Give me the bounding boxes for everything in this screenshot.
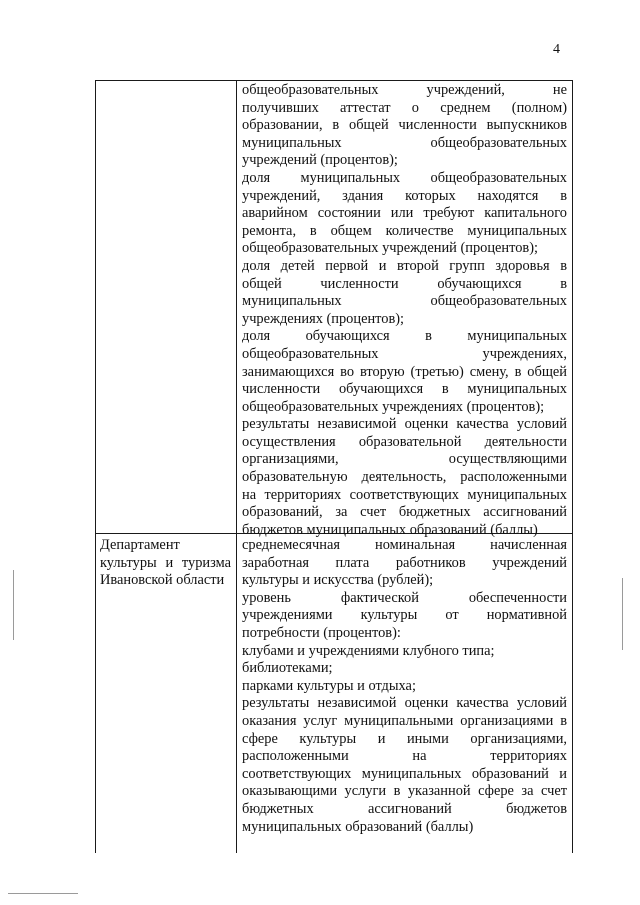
indicator-line: ремонта, в общем количестве муниципальных bbox=[242, 222, 567, 239]
indicator-line: осуществления образовательной деятельности bbox=[242, 433, 567, 450]
indicator-line: муниципальных образований (баллы) bbox=[242, 818, 474, 835]
indicator-line: учреждениях (процентов); bbox=[242, 310, 405, 327]
indicator-line: учреждений, здания которых находятся в bbox=[242, 187, 567, 204]
indicator-line: уровень фактической обеспеченности bbox=[242, 589, 567, 606]
scan-edge-mark bbox=[13, 570, 14, 640]
scan-edge-mark bbox=[8, 893, 78, 894]
indicator-line: доля детей первой и второй групп здоровья в bbox=[242, 257, 567, 274]
indicator-line: общеобразовательных учреждениях, bbox=[242, 345, 567, 362]
indicator-line: оказывающими услуги в указанной сфере за счет bbox=[242, 783, 567, 800]
indicator-line: потребности (процентов): bbox=[242, 624, 401, 641]
department-line: культуры и туризма bbox=[100, 554, 231, 571]
indicator-line: расположенными на территориях bbox=[242, 748, 567, 765]
indicator-line: общеобразовательных учреждений (процентов); bbox=[242, 240, 539, 257]
indicator-line: аварийном состоянии или требуют капитального bbox=[242, 205, 567, 222]
indicator-line: оказания услуг муниципальными организациями в bbox=[242, 712, 567, 729]
indicator-line: общеобразовательных учреждений, не bbox=[242, 82, 567, 98]
indicator-line: занимающихся во вторую (третью) смену, в общей bbox=[242, 363, 567, 380]
indicator-line: доля обучающихся в муниципальных bbox=[242, 328, 567, 345]
indicator-line: бюджетов муниципальных образований (баллы) bbox=[242, 521, 538, 538]
department-line: Ивановской области bbox=[100, 572, 225, 589]
indicator-line: общей численности обучающихся в bbox=[242, 275, 567, 292]
indicator-line: результаты независимой оценки качества условий bbox=[242, 695, 567, 712]
indicator-line: учреждений (процентов); bbox=[242, 152, 398, 169]
indicator-line: парками культуры и отдыха; bbox=[242, 677, 416, 694]
table-border-left bbox=[95, 80, 96, 853]
department-line: Департамент bbox=[100, 537, 180, 553]
indicator-line: муниципальных общеобразовательных bbox=[242, 293, 567, 310]
indicator-line: клубами и учреждениями клубного типа; bbox=[242, 642, 495, 659]
indicator-line: получивших аттестат о среднем (полном) bbox=[242, 99, 567, 116]
indicator-line: образований, за счет бюджетных ассигнований bbox=[242, 504, 567, 521]
indicator-line: бюджетных ассигнований бюджетов bbox=[242, 800, 567, 817]
table-cell-indicators bbox=[242, 82, 567, 539]
page-number: 4 bbox=[553, 42, 560, 57]
indicator-line: общеобразовательных учреждениях (процентов); bbox=[242, 398, 545, 415]
indicator-line: соответствующих муниципальных образований и bbox=[242, 765, 567, 782]
indicator-line: заработная плата работников учреждений bbox=[242, 554, 567, 571]
indicator-line: образовании, в общей численности выпускников bbox=[242, 117, 567, 134]
indicator-line: организациями, осуществляющими bbox=[242, 451, 567, 468]
indicator-line: культуры и искусства (рублей); bbox=[242, 572, 434, 589]
indicator-line: результаты независимой оценки качества условий bbox=[242, 416, 567, 433]
indicator-line: сфере культуры и иными организациями, bbox=[242, 730, 567, 747]
table-border-top bbox=[95, 80, 573, 81]
indicator-line: численности обучающихся в муниципальных bbox=[242, 381, 567, 398]
table-cell-indicators bbox=[242, 537, 567, 836]
indicator-line: учреждениями культуры от нормативной bbox=[242, 607, 567, 624]
table-border-right bbox=[572, 80, 573, 853]
table-cell-department bbox=[100, 537, 231, 590]
indicator-line: доля муниципальных общеобразовательных bbox=[242, 169, 567, 186]
indicator-line: муниципальных общеобразовательных bbox=[242, 134, 567, 151]
scan-edge-mark bbox=[622, 578, 623, 650]
indicator-line: на территориях соответствующих муниципальных bbox=[242, 486, 567, 503]
indicator-line: библиотеками; bbox=[242, 660, 333, 677]
indicator-line: среднемесячная номинальная начисленная bbox=[242, 537, 567, 553]
table-column-divider bbox=[236, 80, 237, 853]
indicator-line: образовательную деятельность, расположенными bbox=[242, 469, 567, 486]
